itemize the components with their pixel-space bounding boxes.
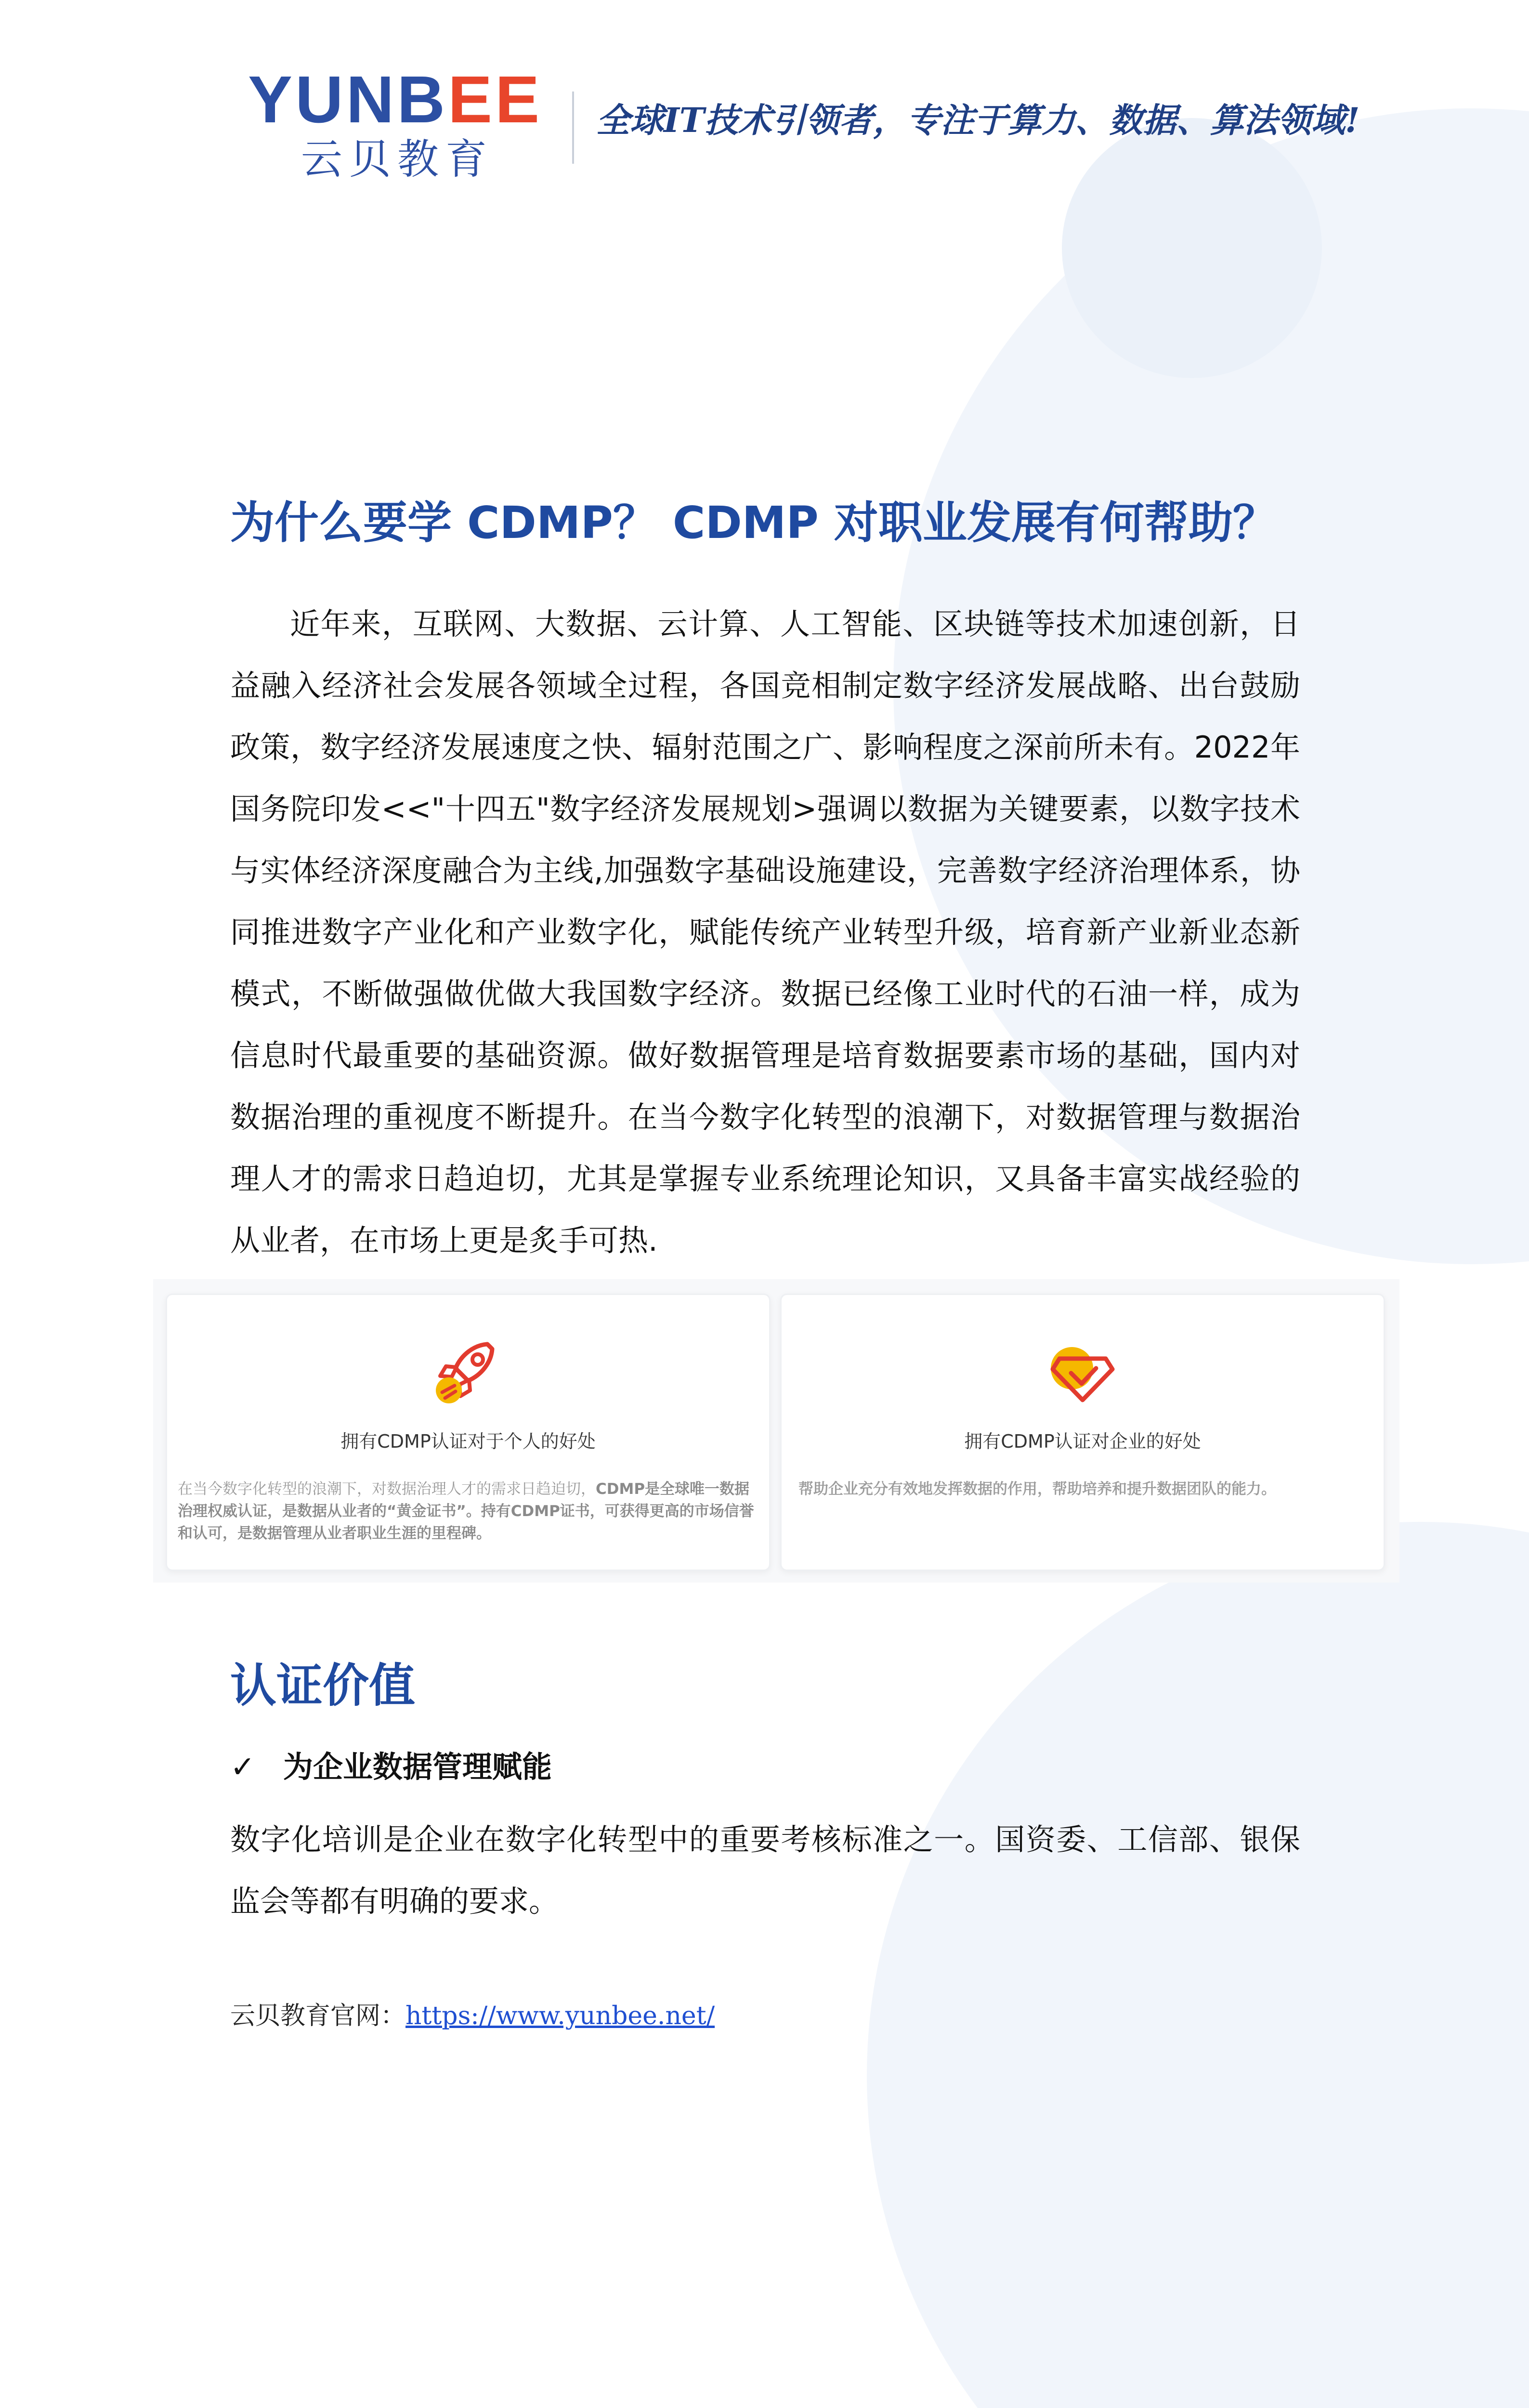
card-enterprise-benefit <box>780 1294 1385 1571</box>
card-title-enterprise: 拥有CDMP认证对企业的好处 <box>964 1431 1201 1452</box>
section-title-why-cdmp: 为什么要学 CDMP？ CDMP 对职业发展有何帮助？ <box>230 497 1277 549</box>
checklist-item <box>230 1749 552 1784</box>
background-circle-bottom <box>867 1522 1529 2408</box>
section-title-cert-value: 认证价值 <box>230 1659 415 1713</box>
page-header <box>0 0 1529 202</box>
diamond-check-icon <box>1044 1338 1121 1411</box>
yunbee-logo <box>248 63 543 192</box>
card-title-personal: 拥有CDMP认证对于个人的好处 <box>340 1431 596 1452</box>
card-body-enterprise: 帮助企业充分有效地发挥数据的作用，帮助培养和提升数据团队的能力。 <box>798 1480 1276 1498</box>
card-body-personal: 在当今数字化转型的浪潮下，对数据治理人才的需求日趋迫切，CDMP是全球唯一数据治理权威认证，是数据从业者的“黄金证书”。持有CDMP证书，可获得更高的市场信誉和认可，是数据管理从业者职业生涯的里程碑。 <box>178 1480 754 1542</box>
intro-paragraph: 近年来，互联网、大数据、云计算、人工智能、区块链等技术加速创新，日益融入经济社会发展各领域全过程，各国竞相制定数字经济发展战略、出台鼓励政策，数字经济发展速度之快、辐射范围之广、影响程度之深前所未有。2022年国务院印发<<"十四五"数字经济发展规划>强调以数据为关键要素，以数字技术与实体经济深度融合为主线,加强数字基础设施建设，完善数字经济治理体系，协同推进数字产业化和产业数字化，赋能传统产业转型升级，培育新产业新业态新模式，不断做强做优做大我国数字经济。数据已经像工业时代的石油一样，成为信息时代最重要的基础资源。做好数据管理是培育数据要素市场的基础，国内对数据治理的重视度不断提升。在当今数字化转型的浪潮下，对数据管理与数据治理人才的需求日趋迫切，尤其是掌握专业系统理论知识，又具备丰富实战经验的从业者，在市场上更是炙手可热. <box>230 606 1300 1258</box>
card-personal-benefit <box>166 1294 771 1571</box>
checkmark-icon: ✓ <box>230 1749 255 1784</box>
checklist-item-label: 为企业数据管理赋能 <box>283 1749 552 1784</box>
page-footer <box>230 2003 715 2028</box>
footer-label: 云贝教育官网： <box>230 2002 406 2030</box>
benefit-cards <box>153 1279 1399 1583</box>
header-slogan: 全球IT技术引领者，专注于算力、数据、算法领域! <box>596 100 1360 140</box>
logo-text-cn: 云贝教育 <box>301 135 494 183</box>
logo-text-en: YUNBEE <box>248 63 543 137</box>
website-link[interactable]: https://www.yunbee.net/ <box>405 2002 715 2030</box>
rocket-icon <box>430 1338 507 1411</box>
cert-value-paragraph: 数字化培训是企业在数字化转型中的重要考核标准之一。国资委、工信部、银保监会等都有明确的要求。 <box>230 1822 1300 1919</box>
header-divider <box>572 92 574 164</box>
